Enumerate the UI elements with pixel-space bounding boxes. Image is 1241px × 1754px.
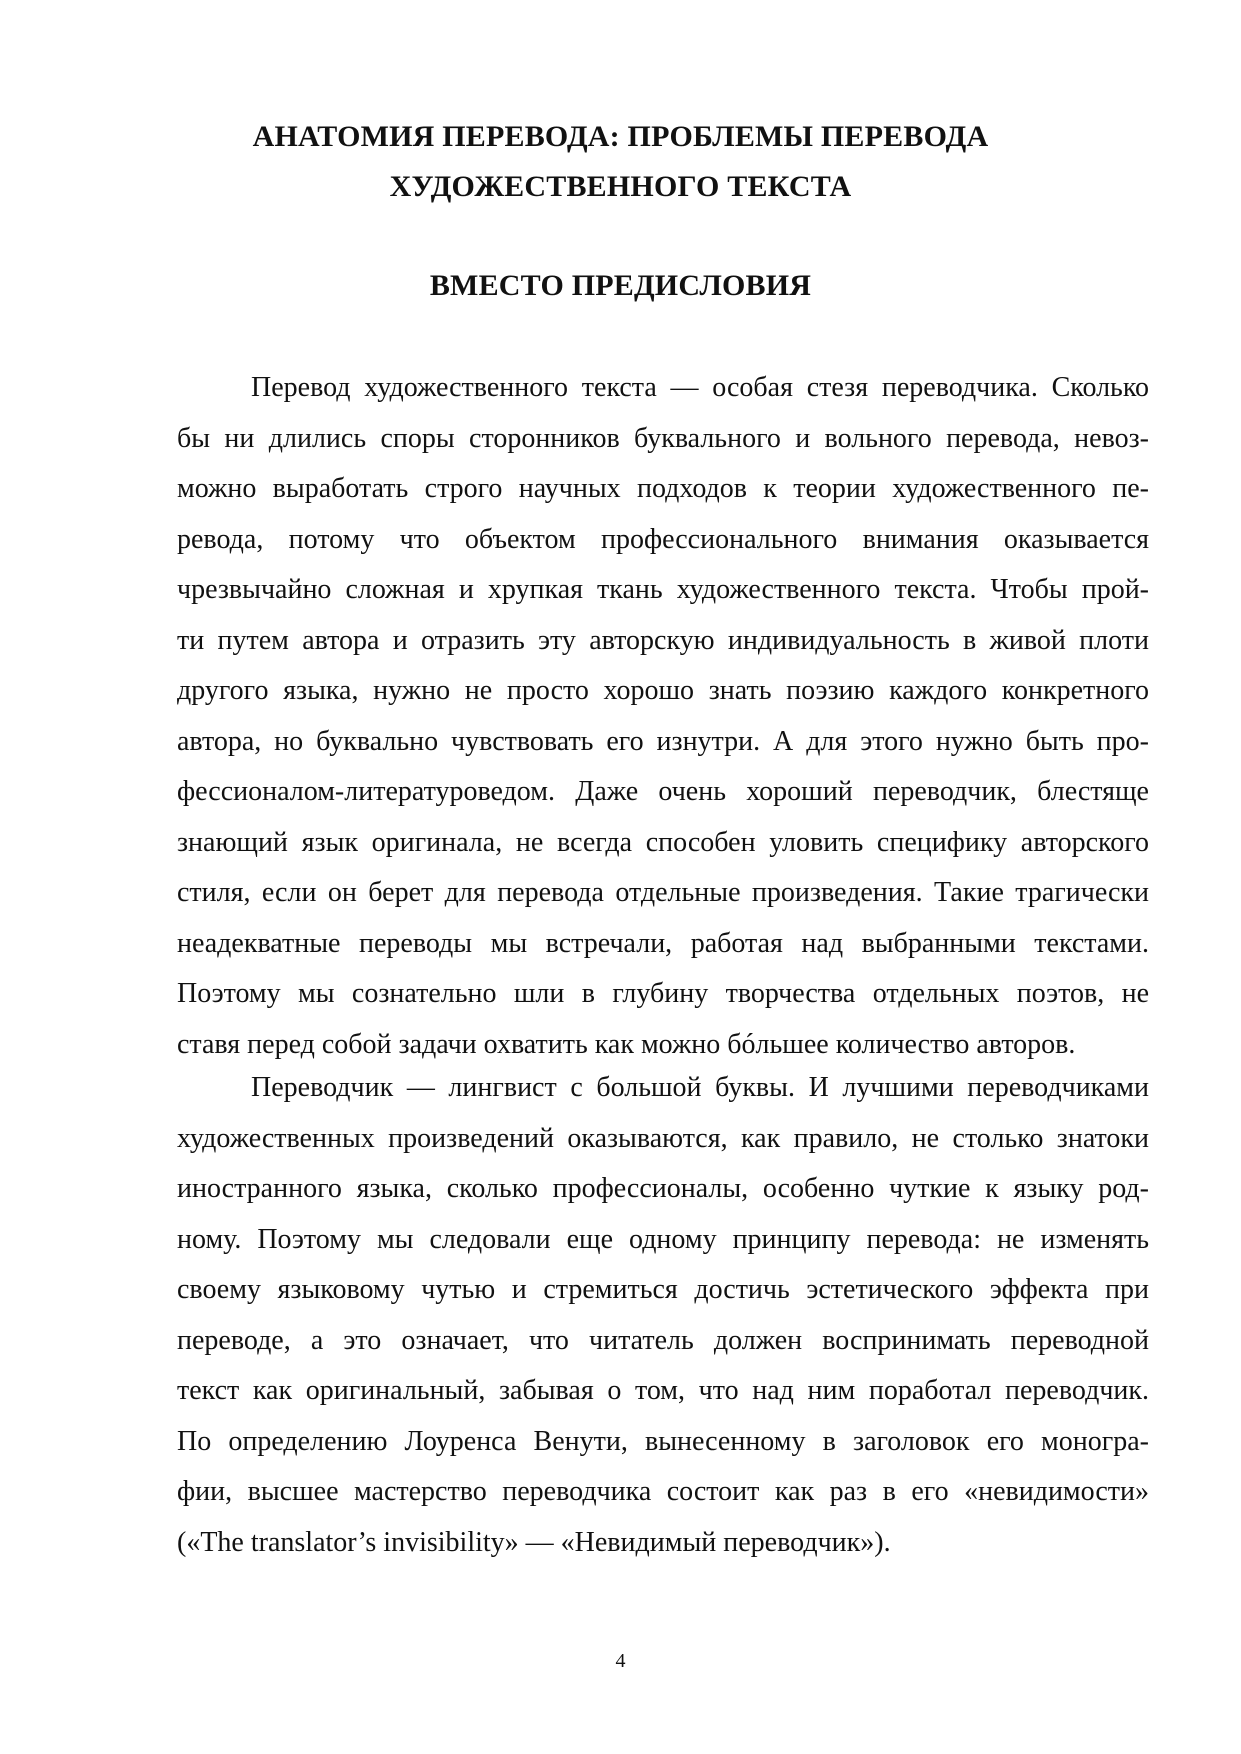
paragraph-line: ти путем автора и отразить эту авторскую индивидуальность в живой плоти (177, 624, 1149, 656)
paragraph-line: бы ни длились споры сторонников буквального и вольного перевода, невоз- (177, 422, 1149, 454)
paragraph-line: фии, высшее мастерство переводчика состоит как раз в его «невидимости» (177, 1476, 1149, 1507)
paragraph-line: художественных произведений оказываются, как правило, не столько знатоки (177, 1122, 1149, 1154)
paragraph-1 (177, 363, 1149, 1070)
paragraph-line: ставя перед собой задачи охватить как можно бóльшее количество авторов. (177, 1028, 1076, 1060)
paragraph-line: текст как оригинальный, забывая о том, что над ним поработал переводчик. (177, 1375, 1149, 1406)
paragraph-line: Поэтому мы сознательно шли в глубину творчества отдельных поэтов, не (177, 978, 1149, 1009)
paragraph-line: чрезвычайно сложная и хрупкая ткань художественного текста. Чтобы прой- (177, 574, 1149, 605)
paragraph-line: иностранного языка, сколько профессионалы, особенно чуткие к языку род- (177, 1173, 1149, 1204)
paragraph-line: автора, но буквально чувствовать его изнутри. А для этого нужно быть про- (177, 725, 1149, 757)
paragraph-line: другого языка, нужно не просто хорошо знать поэзию каждого конкретного (177, 675, 1149, 706)
paragraph-line: ному. Поэтому мы следовали еще одному принципу перевода: не изменять (177, 1223, 1149, 1255)
document-title-line-2: ХУДОЖЕСТВЕННОГО ТЕКСТА (389, 170, 852, 203)
paragraph-2 (177, 1063, 1149, 1568)
paragraph-line: («The translator’s invisibility» — «Невидимый переводчик»). (177, 1526, 891, 1558)
paragraph-line: Переводчик — лингвист с большой буквы. И лучшими переводчиками (251, 1072, 1149, 1103)
paragraph-line: знающий язык оригинала, не всегда способен уловить специфику авторского (177, 826, 1149, 858)
page-number: 4 (615, 1650, 626, 1672)
paragraph-line: можно выработать строго научных подходов к теории художественного пе- (177, 473, 1149, 504)
section-title: ВМЕСТО ПРЕДИСЛОВИЯ (429, 269, 812, 302)
paragraph-line: переводе, а это означает, что читатель должен воспринимать переводной (177, 1324, 1149, 1356)
document-title-line-1: АНАТОМИЯ ПЕРЕВОДА: ПРОБЛЕМЫ ПЕРЕВОДА (252, 120, 989, 153)
paragraph-line: неадекватные переводы мы встречали, работая над выбранными текстами. (177, 927, 1149, 959)
paragraph-line: своему языковому чутью и стремиться достичь эстетического эффекта при (177, 1274, 1149, 1305)
paragraph-line: стиля, если он берет для перевода отдельные произведения. Такие трагически (177, 877, 1149, 908)
paragraph-line: ревода, потому что объектом профессионального внимания оказывается (177, 523, 1149, 555)
paragraph-line: По определению Лоуренса Венути, вынесенному в заголовок его моногра- (177, 1425, 1149, 1457)
paragraph-line: фессионалом-литературоведом. Даже очень хороший переводчик, блестяще (177, 776, 1149, 807)
paragraph-line: Перевод художественного текста — особая стезя переводчика. Сколько (251, 372, 1149, 403)
